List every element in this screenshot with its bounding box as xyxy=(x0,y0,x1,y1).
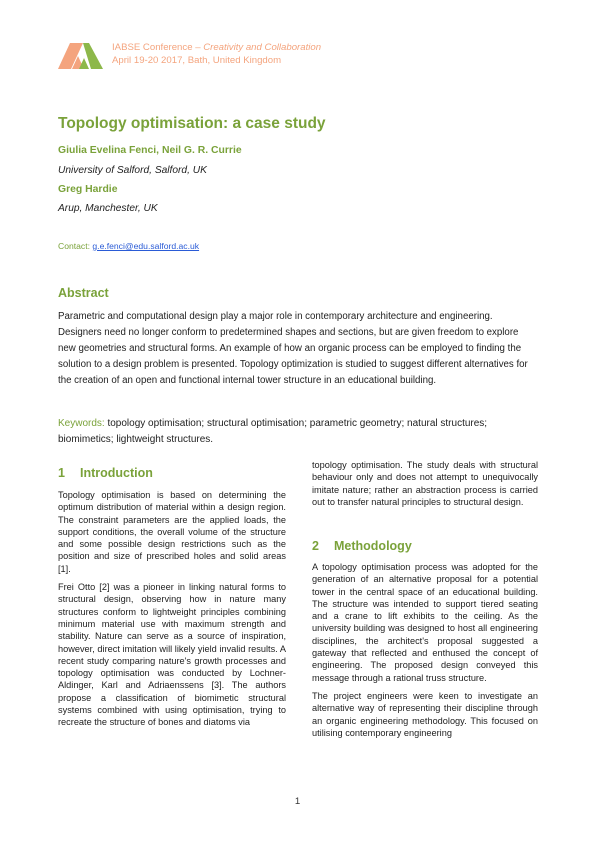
intro-paragraph-2: Frei Otto [2] was a pioneer in linking natural forms to structural design, observing how in nature many structures conform to lightweight principles combining minimum material use with maximum strength and stability. Nature can serve as a source of inspiration, however, direct imitation will likely yield invalid results. A recent study comparing nature's growth processes and topology optimisation was conducted by Lochner-Aldinger, Karl and Adriaenssens [3]. The authors propose a classification of biomimetic structural systems combined with using optimisation, trying to recreate the structure of bones and diatoms via xyxy=(58,582,286,728)
intro-paragraph-1: Topology optimisation is based on determining the optimum distribution of material within a design region. The constraint parameters are the applied loads, the support conditions, the overall volume of the structure and some possible design restrictions such as the position and size of prescribed holes and solid areas [1]. xyxy=(58,490,286,574)
right-column-continuation xyxy=(312,459,538,514)
left-column xyxy=(58,489,286,735)
iabse-logo xyxy=(58,43,103,69)
intro-paragraph-3: topology optimisation. The study deals with structural behaviour only and does not attempt to unequivocally imitate nature; rather an abstraction process is carried out to transfer natural principles to structural design. xyxy=(312,460,538,507)
section-2-number: 2 xyxy=(312,539,319,553)
section-2-heading xyxy=(312,539,412,553)
section-1-heading xyxy=(58,466,153,480)
author-names-1: Giulia Evelina Fenci, Neil G. R. Currie xyxy=(58,145,242,156)
abstract-text: Parametric and computational design play a major role in contemporary architecture and engineering. Designers need no longer conform to predetermined shapes and sections, but are given freedom to explore new geometries and structural forms. An example of how an organic process can be employed to finding the solution to a design problem is presented. Topology optimization is studied to suggest different alternatives for the creation of an open and functional internal tower structure in an educational building. xyxy=(58,311,528,386)
keywords-label: Keywords: xyxy=(58,418,105,429)
page-number: 1 xyxy=(294,796,301,807)
contact-email-link[interactable]: g.e.fenci@edu.salford.ac.uk xyxy=(92,241,200,251)
section-1-number: 1 xyxy=(58,466,65,480)
paper-title: Topology optimisation: a case study xyxy=(58,115,326,132)
method-paragraph-1: A topology optimisation process was adopted for the generation of an alternative proposal for a potential tower in the central space of an educational building. The structure was intended to support tiered seating and a crane to lift exhibits to the ceiling. As the university building was designed to host all engineering disciplines, the architect's proposal suggested a gateway that reflected and enthused the concept of engineering. The proposed design conveyed this message through a rational truss structure. xyxy=(312,562,538,683)
abstract-heading: Abstract xyxy=(58,286,109,300)
keywords xyxy=(58,416,528,448)
conference-info xyxy=(112,41,321,67)
author-names-2: Greg Hardie xyxy=(58,184,118,195)
conference-header xyxy=(58,41,378,71)
author-affiliation-1: University of Salford, Salford, UK xyxy=(58,165,207,176)
section-2-title: Methodology xyxy=(334,539,412,553)
method-paragraph-2: The project engineers were keen to investigate an alternative way of representing their discipline through an organic engineering methodology. This focused on utilising contemporary engineering xyxy=(312,690,538,738)
right-column-methodology xyxy=(312,561,538,745)
conference-date-location: April 19-20 2017, Bath, United Kingdom xyxy=(112,55,282,66)
keywords-text: topology optimisation; structural optimisation; parametric geometry; natural structures; biomimetics; lightweight structures. xyxy=(58,418,488,445)
author-affiliation-2: Arup, Manchester, UK xyxy=(58,203,158,214)
section-1-title: Introduction xyxy=(80,466,153,480)
contact-line xyxy=(58,241,199,251)
conference-name: IABSE Conference – xyxy=(112,42,204,53)
conference-theme: Creativity and Collaboration xyxy=(203,42,322,53)
contact-label: Contact: xyxy=(58,241,93,251)
